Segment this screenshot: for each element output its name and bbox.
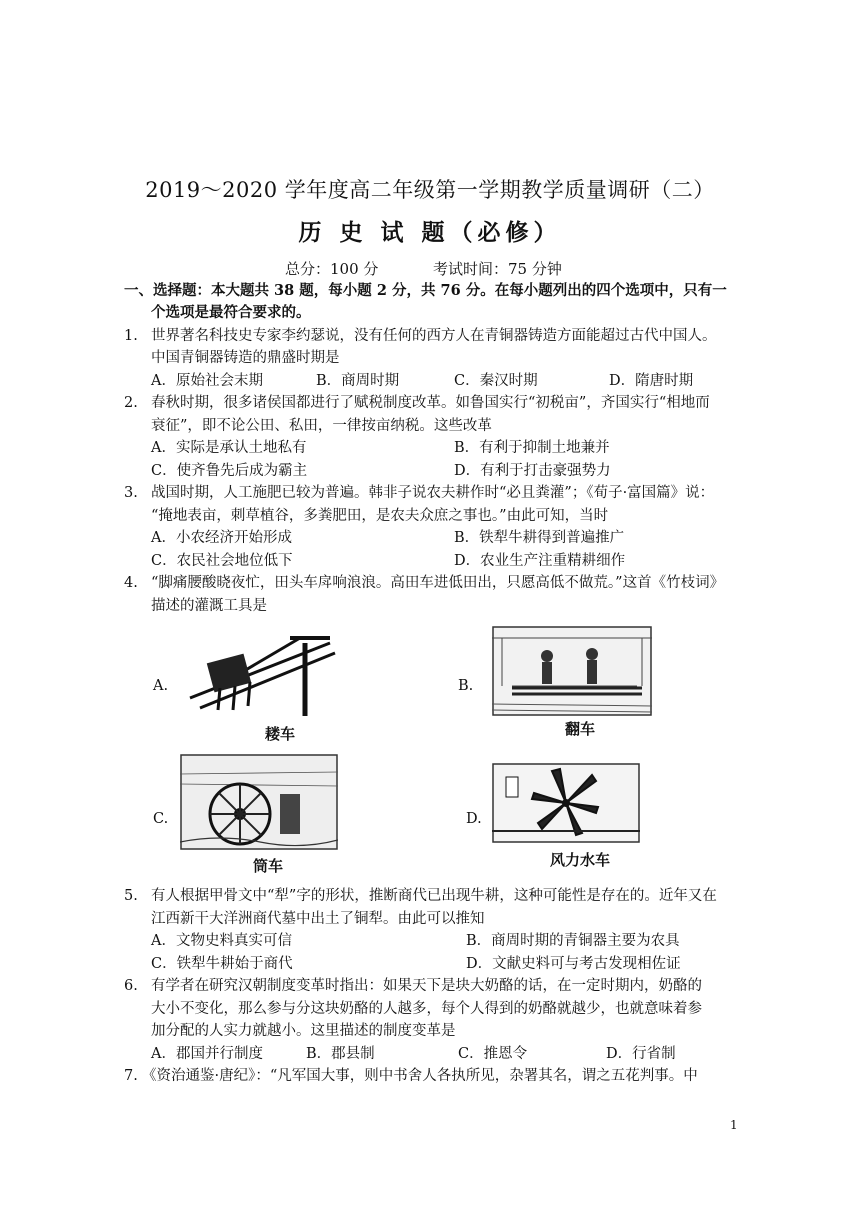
- question-number: 1.: [124, 328, 138, 344]
- option-d: D．文献史料可与考古发现相佐证: [466, 956, 681, 972]
- option-d: D．隋唐时期: [609, 373, 694, 389]
- option-c-caption: 筒车: [252, 857, 283, 875]
- exam-subtitle: 历 史 试 题（必修）: [298, 219, 562, 246]
- dragon-bone-waterwheel-image: [492, 626, 652, 716]
- exam-time: 考试时间：75 分钟: [433, 260, 562, 278]
- option-c: C．使齐鲁先后成为霸主: [151, 463, 308, 479]
- option-d: D．有利于打击豪强势力: [454, 463, 611, 479]
- option-b-caption: 翻车: [564, 720, 595, 738]
- question-text: 有学者在研究汉朝制度变革时指出：如果天下是块大奶酪的话，在一定时期内，奶酪的: [151, 978, 702, 994]
- option-d: D．农业生产注重精耕细作: [454, 553, 626, 569]
- question-number: 2.: [124, 395, 138, 411]
- question-number: 7.: [124, 1068, 138, 1084]
- question-text: “掩地表亩，刺草植谷，多粪肥田，是农夫众庶之事也。”由此可知，当时: [151, 508, 609, 524]
- seed-drill-image: [180, 628, 340, 720]
- question-text: 衰征”，即不论公田、私田，一律按亩纳税。这些改革: [151, 418, 492, 434]
- total-score: 总分：100 分: [285, 260, 379, 278]
- option-a-caption: 耧车: [264, 725, 295, 743]
- question-text: 《资治通鉴·唐纪》：“凡军国大事，则中书舍人各执所见，杂署其名，谓之五花判事。中: [142, 1068, 698, 1084]
- question-text: 中国青铜器铸造的鼎盛时期是: [151, 350, 340, 366]
- option-b: B．有利于抑制土地兼并: [454, 440, 610, 456]
- question-number: 5.: [124, 888, 138, 904]
- option-b: B．铁犁牛耕得到普遍推广: [454, 530, 625, 546]
- question-number: 3.: [124, 485, 138, 501]
- option-b-label: B.: [458, 678, 474, 694]
- tube-waterwheel-image: [180, 754, 338, 850]
- question-number: 4.: [124, 575, 138, 591]
- question-text: 有人根据甲骨文中“犁”字的形状，推断商代已出现牛耕，这种可能性是存在的。近年又在: [151, 888, 717, 904]
- option-b: B．郡县制: [306, 1046, 375, 1062]
- option-d-caption: 风力水车: [549, 851, 610, 869]
- question-number: 6.: [124, 978, 138, 994]
- option-c: C．农民社会地位低下: [151, 553, 293, 569]
- option-a: A．小农经济开始形成: [151, 530, 292, 546]
- question-text: 加分配的人实力就越小。这里描述的制度变革是: [151, 1023, 456, 1039]
- option-a: A．实际是承认土地私有: [151, 440, 307, 456]
- option-a: A．郡国并行制度: [151, 1046, 263, 1062]
- option-d: D．行省制: [606, 1046, 676, 1062]
- wind-waterwheel-image: [492, 763, 640, 843]
- page-number: 1: [730, 1118, 738, 1132]
- option-d-label: D.: [466, 811, 482, 827]
- question-text: “脚痛腰酸晓夜忙，田头车戽响浪浪。高田车进低田出，只愿高低不做荒。”这首《竹枝词》: [151, 575, 725, 591]
- option-b: B．商周时期的青铜器主要为农具: [466, 933, 680, 949]
- question-text: 江西新干大洋洲商代墓中出土了铜犁。由此可以推知: [151, 911, 485, 927]
- option-c-label: C.: [153, 811, 169, 827]
- question-text: 世界著名科技史专家李约瑟说，没有任何的西方人在青铜器铸造方面能超过古代中国人。: [151, 328, 717, 344]
- section-heading-line1: 一、选择题：本大题共 38 题，每小题 2 分，共 76 分。在每小题列出的四个选项中，只有一: [124, 282, 727, 299]
- option-c: C．铁犁牛耕始于商代: [151, 956, 293, 972]
- option-b: B．商周时期: [316, 373, 400, 389]
- question-text: 大小不变化，那么参与分这块奶酪的人越多，每个人得到的奶酪就越少，也就意味着参: [151, 1001, 702, 1017]
- question-text: 描述的灌溉工具是: [151, 598, 267, 614]
- question-text: 战国时期，人工施肥已较为普遍。韩非子说农夫耕作时“必且粪灌”；《荀子·富国篇》说：: [151, 485, 715, 501]
- option-a: A．原始社会末期: [151, 373, 263, 389]
- option-c: C．秦汉时期: [454, 373, 538, 389]
- section-heading-line2: 个选项是最符合要求的。: [151, 304, 311, 321]
- option-a-label: A.: [153, 678, 169, 694]
- exam-title: 2019～2020 学年度高二年级第一学期教学质量调研（二）: [145, 178, 715, 202]
- question-text: 春秋时期，很多诸侯国都进行了赋税制度改革。如鲁国实行“初税亩”，齐国实行“相地而: [151, 395, 710, 411]
- option-c: C．推恩令: [458, 1046, 528, 1062]
- option-a: A．文物史料真实可信: [151, 933, 292, 949]
